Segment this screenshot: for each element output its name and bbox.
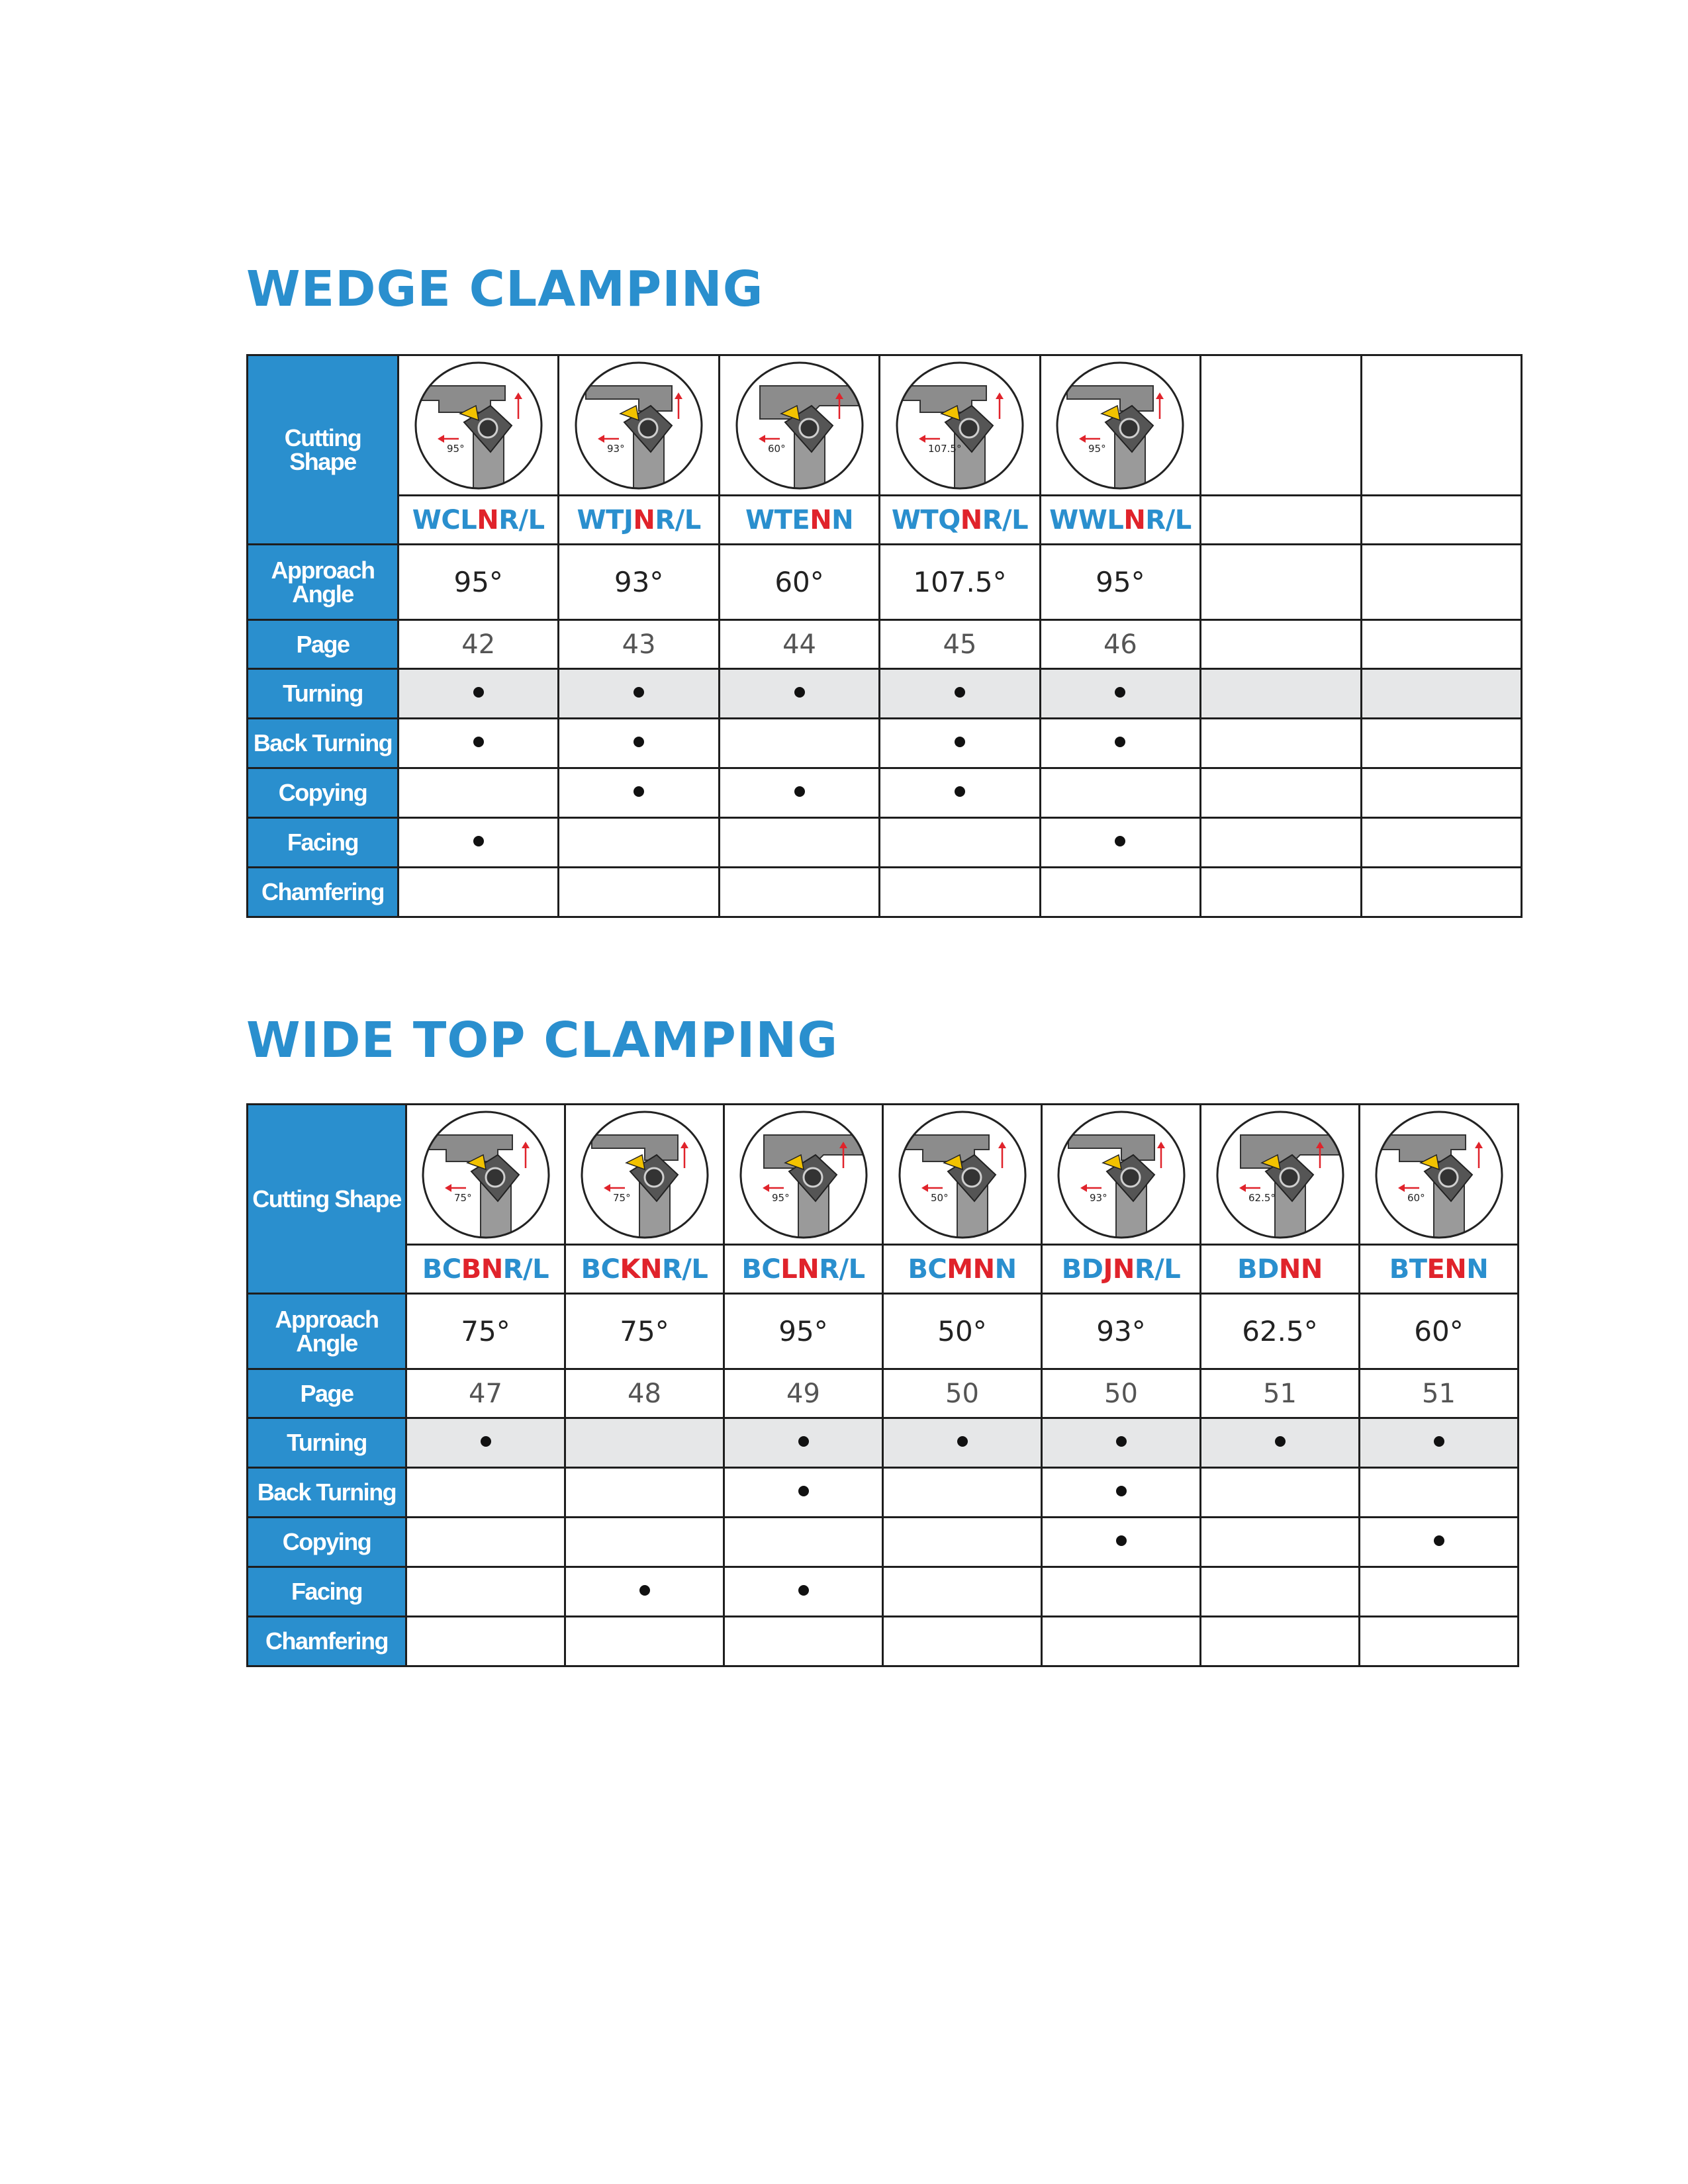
- application-cell: [1042, 1567, 1201, 1617]
- application-row-back-turning: [248, 1468, 1519, 1518]
- approach-angle-value: 95°: [399, 545, 559, 620]
- application-cell: [724, 1418, 883, 1468]
- shape-angle-label: 75°: [612, 1191, 631, 1204]
- row-label-back-turning: Back Turning: [248, 1468, 406, 1518]
- row-label-line: Cutting: [284, 424, 361, 451]
- application-cell: [1042, 1617, 1201, 1666]
- application-row-facing: [248, 1567, 1519, 1617]
- holder-code: [1361, 496, 1521, 545]
- row-label-turning: Turning: [248, 669, 399, 719]
- application-cell: [1201, 1418, 1360, 1468]
- application-cell: [559, 768, 719, 818]
- page-row: [248, 1369, 1519, 1418]
- tool-holder-diagram: [733, 359, 866, 492]
- tool-holder-diagram: [896, 1109, 1029, 1241]
- shape-angle-label: 93°: [1089, 1191, 1107, 1204]
- application-cell: [1361, 868, 1521, 917]
- holder-code: [724, 1245, 883, 1294]
- application-cell: [719, 818, 879, 868]
- applicable-dot: [1434, 1535, 1444, 1546]
- application-cell: [719, 768, 879, 818]
- application-cell: [1201, 1567, 1360, 1617]
- code-highlight: N: [633, 504, 655, 535]
- application-cell: [399, 868, 559, 917]
- applicable-dot: [955, 737, 965, 747]
- applicable-dot: [798, 1585, 809, 1596]
- application-cell: [406, 1418, 565, 1468]
- application-cell: [399, 719, 559, 768]
- application-cell: [1201, 768, 1361, 818]
- row-label-copying: Copying: [248, 1518, 406, 1567]
- holder-code: [559, 496, 719, 545]
- row-label-page: Page: [248, 620, 399, 669]
- page-number: 49: [724, 1369, 883, 1418]
- tool-holder-diagram: [1054, 359, 1186, 492]
- applicable-dot: [794, 786, 805, 797]
- application-cell: [1040, 768, 1200, 818]
- shape-cell: [724, 1105, 883, 1245]
- applicable-dot: [1434, 1436, 1444, 1447]
- row-label-cutting-shape: [248, 1105, 406, 1294]
- holder-code: [1360, 1245, 1519, 1294]
- code-prefix: WTE: [745, 504, 810, 535]
- wide-top-clamping-table: [246, 1103, 1519, 1667]
- applicable-dot: [633, 737, 644, 747]
- application-row-chamfering: [248, 1617, 1519, 1666]
- applicable-dot: [1115, 737, 1125, 747]
- application-cell: [883, 1567, 1042, 1617]
- application-cell: [565, 1567, 724, 1617]
- applicable-dot: [639, 1585, 650, 1596]
- applicable-dot: [473, 737, 484, 747]
- tool-holder-diagram: [737, 1109, 870, 1241]
- applicable-dot: [473, 836, 484, 846]
- code-prefix: WCL: [412, 504, 477, 535]
- approach-angle-value: 95°: [1040, 545, 1200, 620]
- shape-angle-label: 107.5°: [927, 442, 962, 455]
- application-cell: [1361, 818, 1521, 868]
- application-cell: [1201, 669, 1361, 719]
- code-highlight: NN: [1278, 1253, 1323, 1285]
- applicable-dot: [1275, 1436, 1286, 1447]
- code-prefix: WWL: [1049, 504, 1124, 535]
- code-prefix: BC: [908, 1253, 947, 1285]
- row-label-line: Shape: [289, 447, 356, 475]
- application-cell: [406, 1518, 565, 1567]
- code-prefix: BD: [1237, 1253, 1279, 1285]
- page-number: 42: [399, 620, 559, 669]
- shape-angle-label: 50°: [930, 1191, 949, 1204]
- code-highlight: LN: [780, 1253, 820, 1285]
- shape-cell: [399, 355, 559, 496]
- code-suffix: R/L: [655, 504, 701, 535]
- application-cell: [1360, 1418, 1519, 1468]
- application-cell: [880, 868, 1040, 917]
- applicable-dot: [1116, 1535, 1127, 1546]
- code-suffix: N: [1466, 1253, 1489, 1285]
- shape-cell: [1360, 1105, 1519, 1245]
- application-cell: [399, 768, 559, 818]
- code-suffix: R/L: [661, 1253, 708, 1285]
- application-cell: [719, 868, 879, 917]
- code-prefix: BC: [741, 1253, 781, 1285]
- approach-angle-value: 60°: [1360, 1294, 1519, 1369]
- approach-angle-value: 75°: [565, 1294, 724, 1369]
- page-number: 48: [565, 1369, 724, 1418]
- application-row-turning: [248, 1418, 1519, 1468]
- row-label-chamfering: Chamfering: [248, 868, 399, 917]
- application-cell: [559, 719, 719, 768]
- code-prefix: BD: [1061, 1253, 1103, 1285]
- code-highlight: N: [1123, 504, 1146, 535]
- holder-code: [1042, 1245, 1201, 1294]
- code-highlight: N: [810, 504, 832, 535]
- application-row-facing: [248, 818, 1522, 868]
- holder-code: [883, 1245, 1042, 1294]
- approach-angle-row: [248, 545, 1522, 620]
- application-cell: [1201, 1617, 1360, 1666]
- application-cell: [1040, 868, 1200, 917]
- applicable-dot: [473, 687, 484, 698]
- application-cell: [559, 818, 719, 868]
- application-cell: [1040, 719, 1200, 768]
- holder-code: [1201, 496, 1361, 545]
- page-number: [1361, 620, 1521, 669]
- shape-angle-label: 95°: [1088, 442, 1106, 455]
- page-number: 45: [880, 620, 1040, 669]
- applicable-dot: [1116, 1436, 1127, 1447]
- applicable-dot: [957, 1436, 968, 1447]
- applicable-dot: [798, 1436, 809, 1447]
- code-prefix: BT: [1389, 1253, 1427, 1285]
- page-number: 51: [1360, 1369, 1519, 1418]
- approach-angle-value: 95°: [724, 1294, 883, 1369]
- row-label-back-turning: Back Turning: [248, 719, 399, 768]
- row-label-chamfering: Chamfering: [248, 1617, 406, 1666]
- holder-code: [1040, 496, 1200, 545]
- code-suffix: R/L: [982, 504, 1029, 535]
- application-cell: [1360, 1518, 1519, 1567]
- code-suffix: R/L: [502, 1253, 549, 1285]
- page-row: [248, 620, 1522, 669]
- row-label-facing: Facing: [248, 818, 399, 868]
- approach-angle-value: 60°: [719, 545, 879, 620]
- tool-holder-diagram: [1214, 1109, 1346, 1241]
- section-title-wide-top-clamping: WIDE TOP CLAMPING: [246, 1012, 839, 1069]
- page-number: 50: [1042, 1369, 1201, 1418]
- applicable-dot: [1115, 836, 1125, 846]
- tool-holder-diagram: [1373, 1109, 1505, 1241]
- shape-angle-label: 62.5°: [1248, 1191, 1276, 1204]
- tool-holder-diagram: [894, 359, 1026, 492]
- cutting-shape-row: [248, 1105, 1519, 1245]
- code-highlight: N: [477, 504, 499, 535]
- code-suffix: R/L: [1145, 504, 1192, 535]
- code-highlight: JN: [1103, 1253, 1135, 1285]
- application-cell: [719, 719, 879, 768]
- application-cell: [1360, 1617, 1519, 1666]
- application-cell: [399, 669, 559, 719]
- shape-angle-label: 93°: [607, 442, 625, 455]
- row-label-facing: Facing: [248, 1567, 406, 1617]
- code-suffix: R/L: [1134, 1253, 1181, 1285]
- application-cell: [1360, 1567, 1519, 1617]
- shape-angle-label: 95°: [446, 442, 465, 455]
- page-number: 51: [1201, 1369, 1360, 1418]
- application-cell: [1201, 1468, 1360, 1518]
- application-cell: [1040, 669, 1200, 719]
- tool-holder-diagram: [1055, 1109, 1188, 1241]
- page-number: [1201, 620, 1361, 669]
- tool-holder-diagram: [573, 359, 705, 492]
- section-title-wedge-clamping: WEDGE CLAMPING: [246, 261, 764, 318]
- code-suffix: N: [831, 504, 854, 535]
- shape-cell: [883, 1105, 1042, 1245]
- application-cell: [883, 1617, 1042, 1666]
- application-cell: [883, 1418, 1042, 1468]
- approach-angle-value: 107.5°: [880, 545, 1040, 620]
- application-row-back-turning: [248, 719, 1522, 768]
- applicable-dot: [955, 687, 965, 698]
- applicable-dot: [481, 1436, 491, 1447]
- application-cell: [565, 1617, 724, 1666]
- shape-cell: [406, 1105, 565, 1245]
- applicable-dot: [794, 687, 805, 698]
- page-number: 47: [406, 1369, 565, 1418]
- tool-holder-diagram: [420, 1109, 552, 1241]
- application-cell: [1201, 818, 1361, 868]
- application-cell: [565, 1418, 724, 1468]
- application-cell: [1360, 1468, 1519, 1518]
- holder-code: [399, 496, 559, 545]
- approach-angle-value: 50°: [883, 1294, 1042, 1369]
- application-cell: [880, 818, 1040, 868]
- holder-code: [565, 1245, 724, 1294]
- code-highlight: BN: [461, 1253, 503, 1285]
- applicable-dot: [633, 786, 644, 797]
- application-row-turning: [248, 669, 1522, 719]
- page-number: 44: [719, 620, 879, 669]
- application-cell: [565, 1468, 724, 1518]
- application-row-chamfering: [248, 868, 1522, 917]
- row-label-line: Approach: [275, 1305, 379, 1333]
- application-cell: [1040, 818, 1200, 868]
- row-label-approach-angle: [248, 1294, 406, 1369]
- row-label-approach-angle: [248, 545, 399, 620]
- application-cell: [406, 1567, 565, 1617]
- application-cell: [559, 669, 719, 719]
- approach-angle-value: 62.5°: [1201, 1294, 1360, 1369]
- tool-holder-diagram: [579, 1109, 711, 1241]
- application-cell: [406, 1617, 565, 1666]
- approach-angle-value: 93°: [559, 545, 719, 620]
- holder-code: [880, 496, 1040, 545]
- application-cell: [1042, 1518, 1201, 1567]
- application-cell: [1201, 719, 1361, 768]
- code-highlight: N: [960, 504, 982, 535]
- page-number: 43: [559, 620, 719, 669]
- application-cell: [719, 669, 879, 719]
- shape-cell: [880, 355, 1040, 496]
- wedge-clamping-table: [246, 354, 1523, 918]
- application-cell: [880, 719, 1040, 768]
- application-cell: [406, 1468, 565, 1518]
- application-cell: [1042, 1468, 1201, 1518]
- holder-code: [1201, 1245, 1360, 1294]
- tool-holder-diagram: [412, 359, 545, 492]
- shape-cell: [1201, 355, 1361, 496]
- code-prefix: WTQ: [891, 504, 961, 535]
- application-cell: [724, 1617, 883, 1666]
- page-number: 46: [1040, 620, 1200, 669]
- applicable-dot: [633, 687, 644, 698]
- row-label-page: Page: [248, 1369, 406, 1418]
- code-prefix: WTJ: [577, 504, 633, 535]
- row-label-line: Angle: [292, 580, 353, 608]
- row-label-line: Cutting Shape: [252, 1185, 401, 1212]
- application-cell: [1201, 1518, 1360, 1567]
- cutting-shape-row: [248, 355, 1522, 496]
- application-cell: [883, 1468, 1042, 1518]
- approach-angle-value: 93°: [1042, 1294, 1201, 1369]
- application-cell: [1042, 1418, 1201, 1468]
- shape-cell: [1042, 1105, 1201, 1245]
- shape-cell: [1040, 355, 1200, 496]
- application-cell: [559, 868, 719, 917]
- row-label-cutting-shape: [248, 355, 399, 545]
- shape-angle-label: 60°: [767, 442, 786, 455]
- approach-angle-value: [1361, 545, 1521, 620]
- shape-cell: [719, 355, 879, 496]
- application-cell: [565, 1518, 724, 1567]
- application-cell: [1361, 768, 1521, 818]
- approach-angle-value: [1201, 545, 1361, 620]
- code-highlight: KN: [620, 1253, 662, 1285]
- code-row: [248, 1245, 1519, 1294]
- shape-cell: [559, 355, 719, 496]
- row-label-copying: Copying: [248, 768, 399, 818]
- shape-angle-label: 60°: [1407, 1191, 1425, 1204]
- applicable-dot: [1116, 1486, 1127, 1496]
- approach-angle-row: [248, 1294, 1519, 1369]
- shape-angle-label: 95°: [771, 1191, 790, 1204]
- shape-angle-label: 75°: [453, 1191, 472, 1204]
- code-highlight: MN: [947, 1253, 995, 1285]
- application-cell: [880, 669, 1040, 719]
- holder-code: [719, 496, 879, 545]
- application-cell: [724, 1567, 883, 1617]
- application-cell: [724, 1468, 883, 1518]
- application-cell: [880, 768, 1040, 818]
- application-cell: [1201, 868, 1361, 917]
- shape-cell: [565, 1105, 724, 1245]
- applicable-dot: [955, 786, 965, 797]
- application-row-copying: [248, 768, 1522, 818]
- row-label-turning: Turning: [248, 1418, 406, 1468]
- code-suffix: R/L: [498, 504, 545, 535]
- page-number: 50: [883, 1369, 1042, 1418]
- code-row: [248, 496, 1522, 545]
- application-cell: [1361, 669, 1521, 719]
- shape-cell: [1361, 355, 1521, 496]
- shape-cell: [1201, 1105, 1360, 1245]
- applicable-dot: [798, 1486, 809, 1496]
- code-prefix: BC: [422, 1253, 461, 1285]
- application-cell: [724, 1518, 883, 1567]
- row-label-line: Angle: [296, 1329, 357, 1357]
- code-highlight: EN: [1427, 1253, 1467, 1285]
- holder-code: [406, 1245, 565, 1294]
- code-prefix: BC: [581, 1253, 620, 1285]
- code-suffix: N: [994, 1253, 1017, 1285]
- application-cell: [399, 818, 559, 868]
- application-cell: [883, 1518, 1042, 1567]
- applicable-dot: [1115, 687, 1125, 698]
- application-row-copying: [248, 1518, 1519, 1567]
- application-cell: [1361, 719, 1521, 768]
- row-label-line: Approach: [271, 556, 375, 584]
- approach-angle-value: 75°: [406, 1294, 565, 1369]
- code-suffix: R/L: [819, 1253, 865, 1285]
